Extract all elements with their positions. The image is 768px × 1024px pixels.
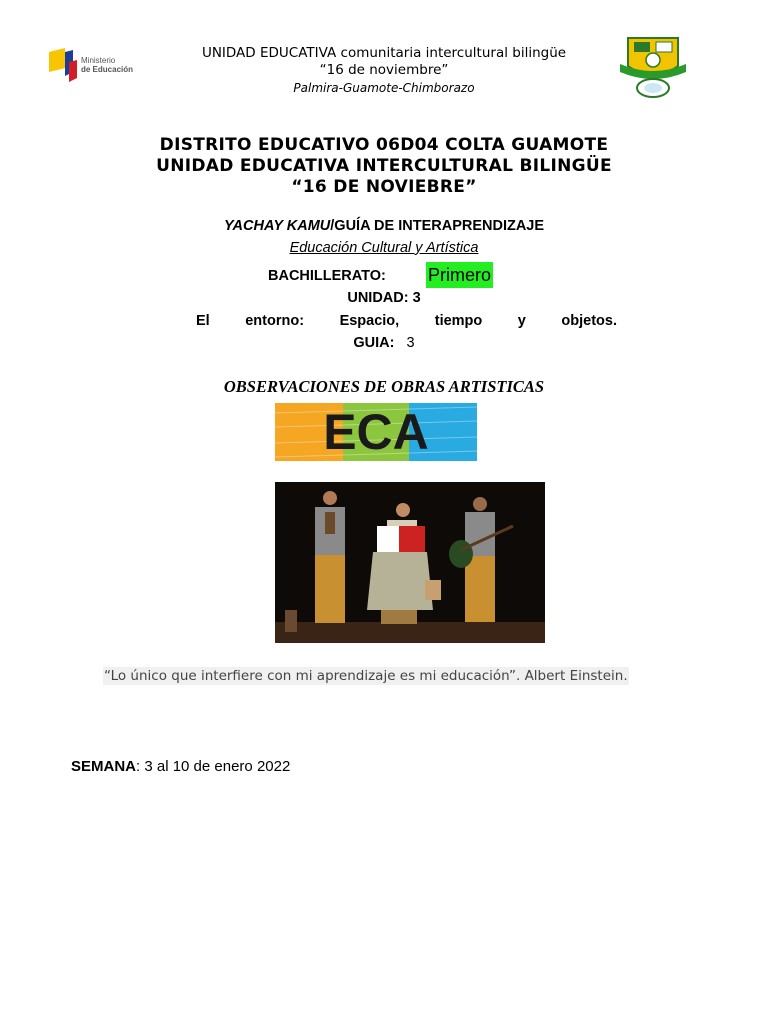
einstein-quote: “Lo único que interfiere con mi aprendizaje es mi educación”. Albert Einstein. (104, 668, 628, 684)
unit-number: UNIDAD: 3 (347, 290, 421, 306)
guide-title-italic: YACHAY KAMU (223, 218, 331, 234)
subject-name: Educación Cultural y Artística (289, 240, 479, 256)
week-value: : 3 al 10 de enero 2022 (136, 758, 291, 775)
ministry-logo-text: Ministerio (81, 56, 116, 65)
school-crest-logo (618, 36, 688, 100)
ministry-of-education-logo (47, 48, 137, 84)
header-location: Palmira-Guamote-Chimborazo (293, 81, 475, 95)
school-title: UNIDAD EDUCATIVA INTERCULTURAL BILINGÜE (156, 156, 612, 176)
topic-word: Espacio, (339, 313, 400, 329)
school-date-title: “16 DE NOVIEBRE” (291, 177, 477, 197)
guide-title (0, 218, 768, 234)
musicians-photo (275, 482, 545, 643)
guide-number-label: GUIA: (353, 335, 395, 351)
eca-logo-text: ECA (323, 404, 429, 460)
guide-number (0, 335, 768, 351)
observations-title: OBSERVACIONES DE OBRAS ARTISTICAS (223, 377, 545, 396)
topic-word: El (196, 313, 210, 329)
week-label: SEMANA (71, 758, 137, 775)
topic-word: y (517, 313, 526, 329)
bachillerato-value: Primero (426, 262, 493, 288)
guide-title-rest: /GUÍA DE INTERAPRENDIZAJE (330, 218, 545, 234)
bachillerato-label: BACHILLERATO: (268, 268, 386, 284)
topic-word: entorno: (245, 313, 305, 329)
guide-number-value: 3 (406, 335, 415, 351)
district-title: DISTRITO EDUCATIVO 06D04 COLTA GUAMOTE (159, 135, 609, 155)
week-dates (71, 758, 290, 775)
topic-word: tiempo (434, 313, 483, 329)
ministry-logo-text: de Educación (81, 65, 134, 74)
eca-logo (275, 403, 477, 461)
topic-line (196, 313, 617, 329)
header-school-date: “16 de noviembre” (319, 62, 449, 78)
header-school-name: UNIDAD EDUCATIVA comunitaria intercultural bilingüe (201, 45, 567, 61)
topic-word: objetos. (561, 313, 617, 329)
